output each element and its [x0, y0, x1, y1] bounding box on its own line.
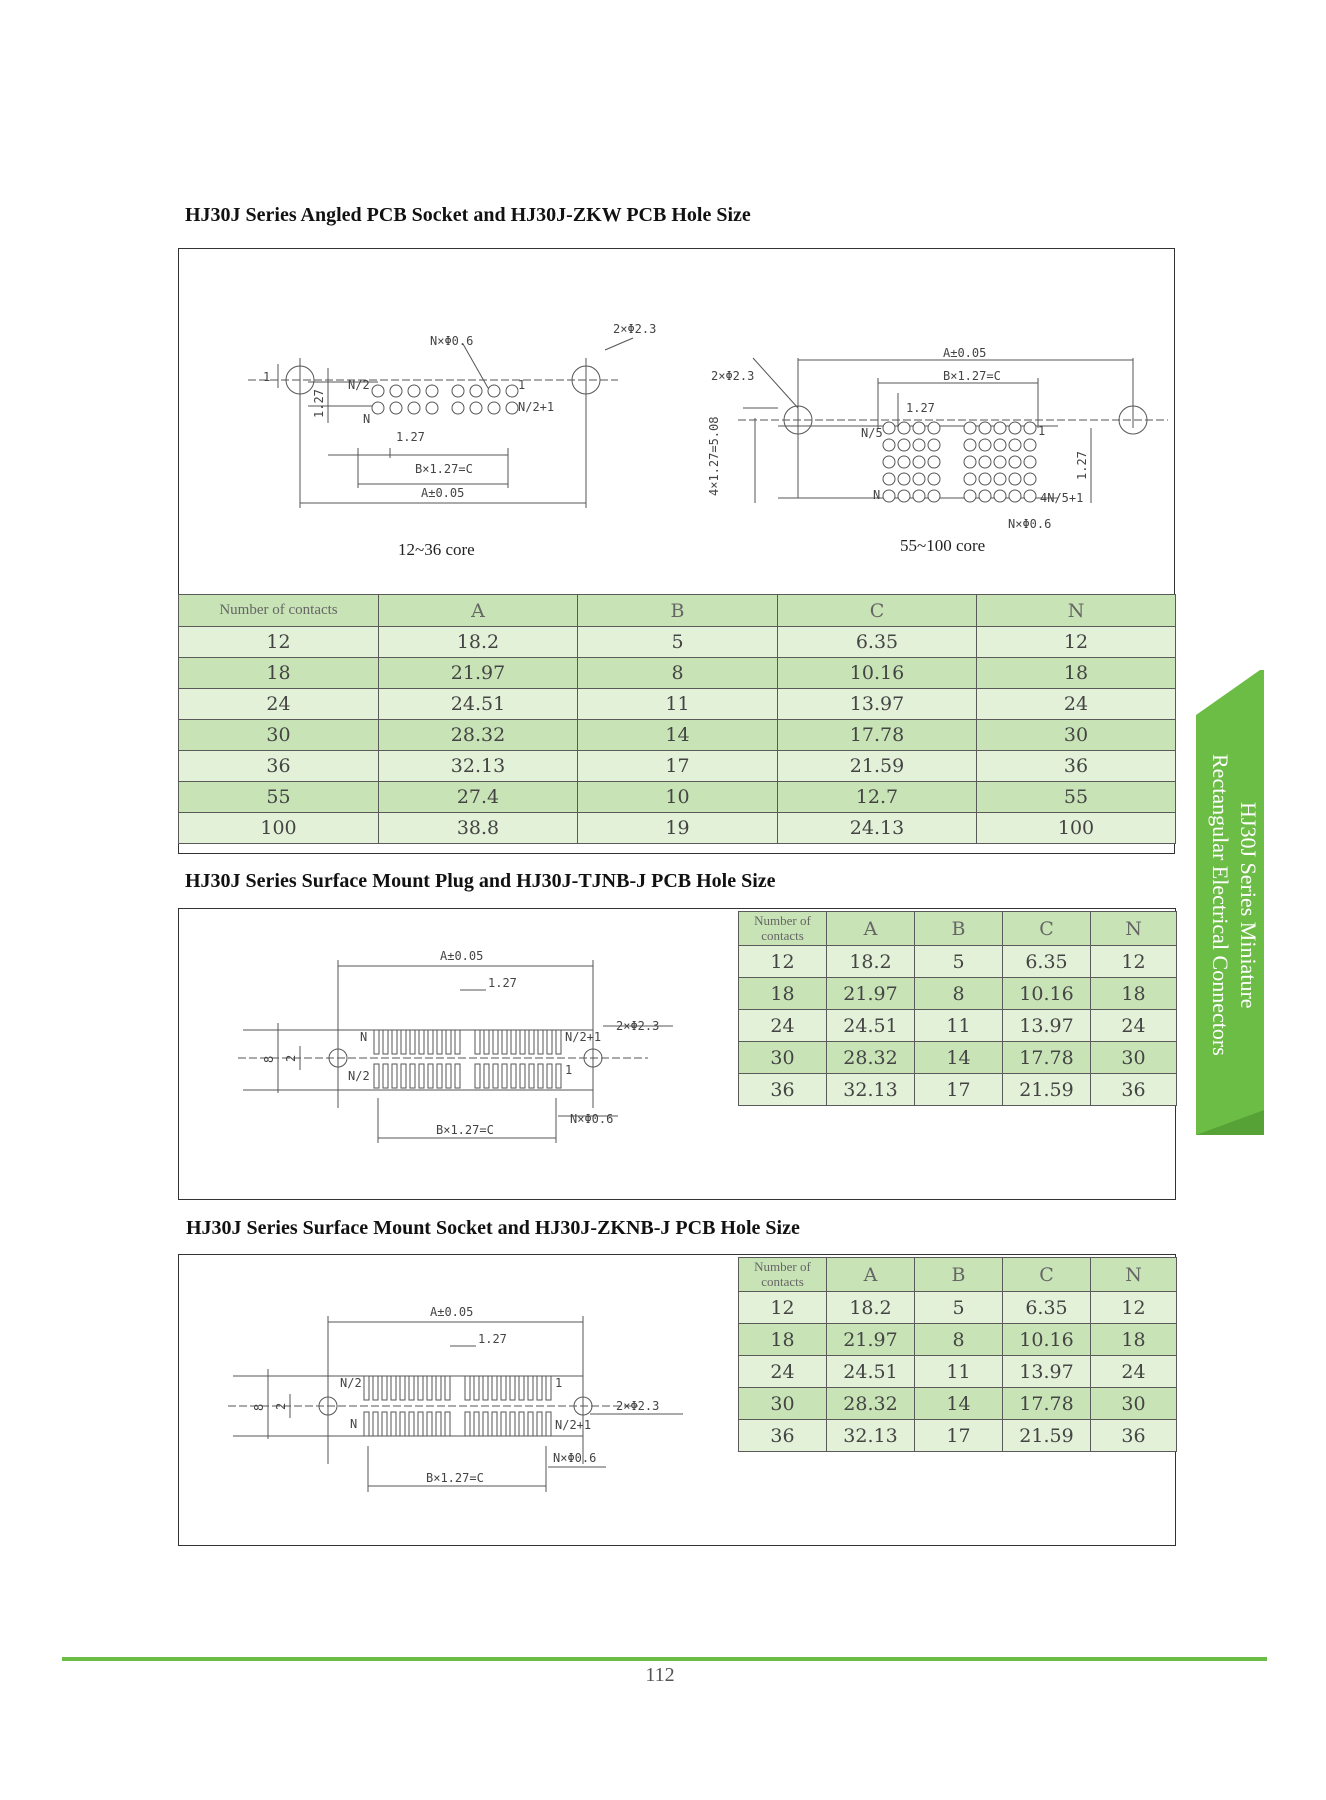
- d1-nx-label: N×Φ0.6: [430, 334, 474, 348]
- table-cell: 55: [179, 782, 379, 813]
- table-cell: 11: [915, 1356, 1003, 1388]
- side-tab-line-2: Rectangular Electrical Connectors: [1208, 754, 1233, 1056]
- table-cell: 32.13: [827, 1420, 915, 1452]
- d2-n-label: N: [873, 488, 881, 502]
- header-n: N: [977, 595, 1176, 627]
- d3-two-label: 2: [284, 1054, 298, 1062]
- header-b: B: [915, 1258, 1003, 1292]
- table-cell: 19: [578, 813, 778, 844]
- d1-pitch-label: 1.27: [396, 430, 425, 444]
- side-tab-line-1: HJ30J Series Miniature: [1236, 801, 1261, 1009]
- table-cell: 17.78: [1003, 1388, 1091, 1420]
- table-cell: 21.59: [1003, 1420, 1091, 1452]
- table-cell: 18: [1091, 978, 1177, 1010]
- d4-n-half-plus-label: N/2+1: [555, 1418, 592, 1432]
- table-row: [739, 1388, 1177, 1420]
- footer-line: [62, 1657, 1267, 1661]
- d4-nx-label: N×Φ0.6: [553, 1451, 597, 1465]
- table-cell: 36: [179, 751, 379, 782]
- page-number: 112: [645, 1664, 675, 1686]
- d4-pitch-label: 1.27: [478, 1332, 507, 1346]
- table-cell: 14: [915, 1388, 1003, 1420]
- table-cell: 13.97: [778, 689, 977, 720]
- section-2-title: HJ30J Series Surface Mount Plug and HJ30J-TJNB-J PCB Hole Size: [185, 870, 776, 892]
- table-cell: 10: [578, 782, 778, 813]
- caption-55-100-core: 55~100 core: [900, 536, 986, 555]
- side-tab-text: [1196, 700, 1262, 1110]
- table-cell: 18: [179, 658, 379, 689]
- d2-vert-label: 4×1.27=5.08: [707, 416, 721, 496]
- table-cell: 8: [578, 658, 778, 689]
- d4-eight-label: 8: [252, 1403, 266, 1411]
- table-row: [739, 1420, 1177, 1452]
- table-cell: 55: [977, 782, 1176, 813]
- table-cell: 6.35: [778, 627, 977, 658]
- table-cell: 27.4: [379, 782, 578, 813]
- table-cell: 17.78: [778, 720, 977, 751]
- table-cell: 8: [915, 1324, 1003, 1356]
- table-row: [179, 627, 1176, 658]
- table-row: [179, 658, 1176, 689]
- table-cell: 36: [739, 1420, 827, 1452]
- drawing-surface-mount-plug: [178, 908, 738, 1200]
- table-row: [739, 978, 1177, 1010]
- table-cell: 28.32: [379, 720, 578, 751]
- header-number-of-contacts: Number of contacts: [739, 1258, 827, 1292]
- header-a: A: [827, 912, 915, 946]
- table-row: [179, 751, 1176, 782]
- table-cell: 18.2: [379, 627, 578, 658]
- table-row: [739, 1074, 1177, 1106]
- table-cell: 30: [739, 1042, 827, 1074]
- table-cell: 18.2: [827, 1292, 915, 1324]
- table-cell: 13.97: [1003, 1010, 1091, 1042]
- table-cell: 24: [1091, 1356, 1177, 1388]
- table-cell: 17: [578, 751, 778, 782]
- table-cell: 11: [578, 689, 778, 720]
- d4-2x-label: 2×Φ2.3: [616, 1399, 660, 1413]
- table-row: [179, 720, 1176, 751]
- d1-2x-label: 2×Φ2.3: [613, 322, 657, 336]
- d1-one-label: 1: [518, 378, 526, 392]
- table-cell: 11: [915, 1010, 1003, 1042]
- table-cell: 24.51: [379, 689, 578, 720]
- table-cell: 21.97: [827, 1324, 915, 1356]
- table-cell: 24.51: [827, 1356, 915, 1388]
- table-cell: 12: [739, 1292, 827, 1324]
- table-cell: 28.32: [827, 1042, 915, 1074]
- header-b: B: [915, 912, 1003, 946]
- d1-a-dim-label: A±0.05: [421, 486, 465, 500]
- d2-nx-label: N×Φ0.6: [1008, 517, 1052, 531]
- d2-a-dim-label: A±0.05: [943, 346, 987, 360]
- table-cell: 32.13: [827, 1074, 915, 1106]
- table-cell: 18: [739, 978, 827, 1010]
- table-header-row: [179, 595, 1176, 627]
- table-cell: 10.16: [778, 658, 977, 689]
- table-cell: 24.13: [778, 813, 977, 844]
- table-row: [739, 1010, 1177, 1042]
- table-cell: 6.35: [1003, 946, 1091, 978]
- table-cell: 36: [1091, 1420, 1177, 1452]
- d2-4n-label: 4N/5+1: [1040, 491, 1084, 505]
- header-number-of-contacts: Number of contacts: [739, 912, 827, 946]
- table-cell: 24: [1091, 1010, 1177, 1042]
- table-row: [739, 1292, 1177, 1324]
- d4-one-label: 1: [555, 1376, 563, 1390]
- table-cell: 18.2: [827, 946, 915, 978]
- table-cell: 12: [1091, 946, 1177, 978]
- d4-n-half-label: N/2: [340, 1376, 362, 1390]
- table-cell: 5: [915, 1292, 1003, 1324]
- table-cell: 100: [179, 813, 379, 844]
- table-cell: 21.59: [1003, 1074, 1091, 1106]
- table-cell: 32.13: [379, 751, 578, 782]
- d3-eight-label: 8: [262, 1055, 276, 1063]
- header-c: C: [1003, 1258, 1091, 1292]
- table-row: [739, 1042, 1177, 1074]
- table-cell: 21.97: [827, 978, 915, 1010]
- header-c: C: [778, 595, 977, 627]
- table-row: [179, 782, 1176, 813]
- table-row: [739, 1356, 1177, 1388]
- table-row: [739, 1324, 1177, 1356]
- d4-a-dim-label: A±0.05: [430, 1305, 474, 1319]
- table-cell: 30: [1091, 1042, 1177, 1074]
- table-cell: 28.32: [827, 1388, 915, 1420]
- table-cell: 14: [915, 1042, 1003, 1074]
- d2-b-dim-label: B×1.27=C: [943, 369, 1001, 383]
- table-header-row: [739, 912, 1177, 946]
- table-section-3: [738, 1257, 1177, 1452]
- table-cell: 6.35: [1003, 1292, 1091, 1324]
- d3-one-label: 1: [565, 1063, 573, 1077]
- table-cell: 30: [1091, 1388, 1177, 1420]
- d2-pitch-vert-label: 1.27: [1075, 451, 1089, 480]
- header-a: A: [827, 1258, 915, 1292]
- table-cell: 30: [179, 720, 379, 751]
- d2-one-label: 1: [1038, 424, 1046, 438]
- table-cell: 5: [915, 946, 1003, 978]
- table-cell: 17: [915, 1420, 1003, 1452]
- table-header-row: [739, 1258, 1177, 1292]
- drawing-surface-mount-socket: [178, 1254, 738, 1546]
- d3-b-dim-label: B×1.27=C: [436, 1123, 494, 1137]
- table-section-2: [738, 911, 1177, 1106]
- table-cell: 10.16: [1003, 1324, 1091, 1356]
- table-row: [179, 689, 1176, 720]
- table-cell: 18: [739, 1324, 827, 1356]
- d3-pitch-label: 1.27: [488, 976, 517, 990]
- d1-pitch-vert-label: 1.27: [312, 389, 326, 418]
- d4-n-label: N: [350, 1417, 358, 1431]
- table-cell: 24.51: [827, 1010, 915, 1042]
- table-cell: 24: [179, 689, 379, 720]
- table-cell: 36: [739, 1074, 827, 1106]
- table-cell: 100: [977, 813, 1176, 844]
- table-cell: 13.97: [1003, 1356, 1091, 1388]
- drawing-55-100-core: [178, 248, 1175, 588]
- header-n: N: [1091, 1258, 1177, 1292]
- table-cell: 36: [977, 751, 1176, 782]
- d2-pitch-label: 1.27: [906, 401, 935, 415]
- d3-a-dim-label: A±0.05: [440, 949, 484, 963]
- d1-n-half-plus-label: N/2+1: [518, 400, 555, 414]
- table-cell: 21.97: [379, 658, 578, 689]
- header-n: N: [1091, 912, 1177, 946]
- table-cell: 38.8: [379, 813, 578, 844]
- d3-n-half-plus-label: N/2+1: [565, 1030, 602, 1044]
- table-section-1: [178, 594, 1176, 844]
- table-row: [179, 813, 1176, 844]
- table-cell: 24: [977, 689, 1176, 720]
- table-cell: 18: [977, 658, 1176, 689]
- d1-n-label: N: [363, 412, 371, 426]
- table-row: [739, 946, 1177, 978]
- d4-b-dim-label: B×1.27=C: [426, 1471, 484, 1485]
- caption-12-36-core: 12~36 core: [398, 540, 475, 559]
- table-cell: 12: [179, 627, 379, 658]
- d1-n-half-label: N/2: [348, 378, 370, 392]
- table-cell: 30: [977, 720, 1176, 751]
- d2-2x-label: 2×Φ2.3: [711, 369, 755, 383]
- d4-two-label: 2: [274, 1402, 288, 1410]
- table-cell: 10.16: [1003, 978, 1091, 1010]
- table-cell: 12: [1091, 1292, 1177, 1324]
- table-cell: 12: [977, 627, 1176, 658]
- d1-b-dim-label: B×1.27=C: [415, 462, 473, 476]
- d3-2x-label: 2×Φ2.3: [616, 1019, 660, 1033]
- table-cell: 21.59: [778, 751, 977, 782]
- table-cell: 5: [578, 627, 778, 658]
- table-cell: 17.78: [1003, 1042, 1091, 1074]
- section-3-title: HJ30J Series Surface Mount Socket and HJ30J-ZKNB-J PCB Hole Size: [186, 1217, 800, 1239]
- d3-n-half-label: N/2: [348, 1069, 370, 1083]
- table-cell: 30: [739, 1388, 827, 1420]
- table-cell: 14: [578, 720, 778, 751]
- table-cell: 18: [1091, 1324, 1177, 1356]
- table-cell: 36: [1091, 1074, 1177, 1106]
- header-a: A: [379, 595, 578, 627]
- header-number-of-contacts: Number of contacts: [179, 595, 379, 627]
- table-cell: 24: [739, 1356, 827, 1388]
- header-c: C: [1003, 912, 1091, 946]
- d3-nx-label: N×Φ0.6: [570, 1112, 614, 1126]
- d2-n-fifth-label: N/5: [861, 426, 883, 440]
- table-cell: 17: [915, 1074, 1003, 1106]
- d1-one-vert-label: 1: [263, 370, 271, 384]
- section-1-title: HJ30J Series Angled PCB Socket and HJ30J-ZKW PCB Hole Size: [185, 204, 751, 226]
- table-cell: 12: [739, 946, 827, 978]
- table-cell: 12.7: [778, 782, 977, 813]
- table-cell: 24: [739, 1010, 827, 1042]
- header-b: B: [578, 595, 778, 627]
- table-cell: 8: [915, 978, 1003, 1010]
- d3-n-label: N: [360, 1030, 368, 1044]
